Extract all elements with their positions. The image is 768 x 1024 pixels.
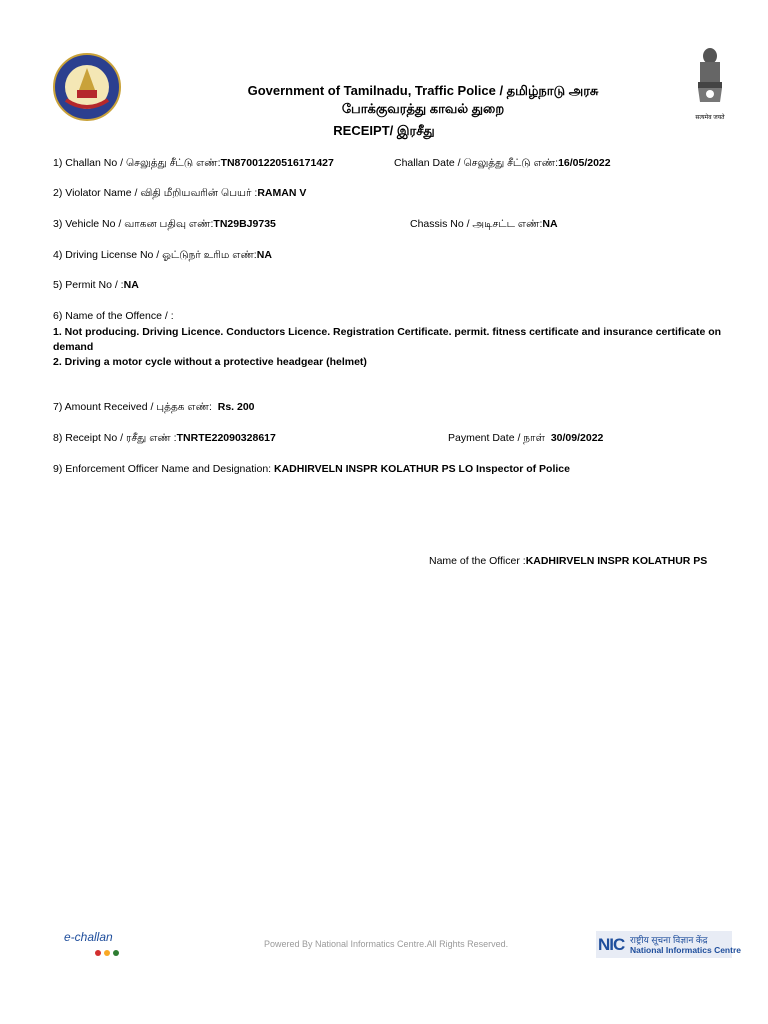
vehicle-label: 3) Vehicle No / வாகன பதிவு எண்: (53, 218, 214, 230)
challan-no-row (53, 157, 334, 170)
payment-date-value: 30/09/2022 (550, 432, 604, 444)
payment-date-row (448, 432, 603, 445)
officer-label: 9) Enforcement Officer Name and Designation: (53, 463, 272, 475)
nic-hindi: राष्ट्रीय सूचना विज्ञान केंद्र (630, 935, 708, 945)
challan-date-label: Challan Date / செலுத்து சீட்டு எண்: (394, 157, 559, 169)
header-line-2: போக்குவரத்து காவல் துறை (341, 101, 505, 116)
permit-value: NA (123, 279, 139, 291)
challan-no-value: TN87001220516171427 (220, 157, 334, 169)
amount-label: 7) Amount Received / புத்தக எண்: (53, 401, 212, 413)
vehicle-value: TN29BJ9735 (213, 218, 276, 230)
license-label: 4) Driving License No / ஓட்டுநர் உரிம எண்: (53, 249, 257, 261)
powered-by-text: Powered By National Informatics Centre.All Rights Reserved. (264, 939, 509, 949)
offence-label: 6) Name of the Offence / : (53, 310, 174, 322)
signature-value: KADHIRVELN INSPR KOLATHUR PS (525, 555, 708, 567)
nic-english: National Informatics Centre (630, 945, 741, 955)
officer-signature (429, 555, 707, 567)
permit-label: 5) Permit No / : (53, 279, 124, 291)
header-line-3: RECEIPT/ இரசீது (333, 123, 435, 138)
nic-logo-mark: NIC (598, 935, 625, 954)
echallan-logo-text: e-challan (64, 930, 113, 944)
amount-value: Rs. 200 (217, 401, 255, 413)
signature-label: Name of the Officer : (429, 555, 526, 567)
payment-date-label: Payment Date / நாள் (448, 432, 545, 444)
violator-row (53, 187, 306, 200)
violator-value: RAMAN V (257, 187, 307, 199)
violator-label: 2) Violator Name / விதி மீறியவரின் பெயர் : (53, 187, 258, 199)
receipt-value: TNRTE22090328617 (176, 432, 276, 444)
chassis-row (410, 218, 558, 231)
offence-item-1: 1. Not producing. Driving Licence. Conductors Licence. Registration Certificate. permit. fitness certificate and insurance certificate on demand (53, 326, 722, 353)
echallan-logo (64, 930, 128, 964)
vehicle-row (53, 218, 276, 231)
offence-list (53, 325, 723, 370)
header-line-1: Government of Tamilnadu, Traffic Police / தமிழ்நாடு அரசு (247, 83, 599, 98)
chassis-label: Chassis No / அடிசட்ட எண்: (410, 218, 543, 230)
license-row (53, 249, 272, 262)
permit-row (53, 279, 139, 291)
amount-row (53, 401, 255, 414)
challan-no-label: 1) Challan No / செலுத்து சீட்டு எண்: (53, 157, 221, 169)
officer-row (53, 463, 570, 475)
receipt-label: 8) Receipt No / ரசீது எண் : (53, 432, 177, 444)
receipt-row (53, 432, 276, 445)
challan-date-row (394, 157, 611, 170)
offence-item-2: 2. Driving a motor cycle without a protective headgear (helmet) (53, 356, 367, 368)
officer-value: KADHIRVELN INSPR KOLATHUR PS LO Inspector of Police (274, 463, 570, 475)
emblem-caption: सत्यमेव जयते (695, 115, 725, 121)
challan-date-value: 16/05/2022 (558, 157, 611, 169)
nic-logo (596, 931, 741, 958)
chassis-value: NA (542, 218, 558, 230)
license-value: NA (256, 249, 272, 261)
